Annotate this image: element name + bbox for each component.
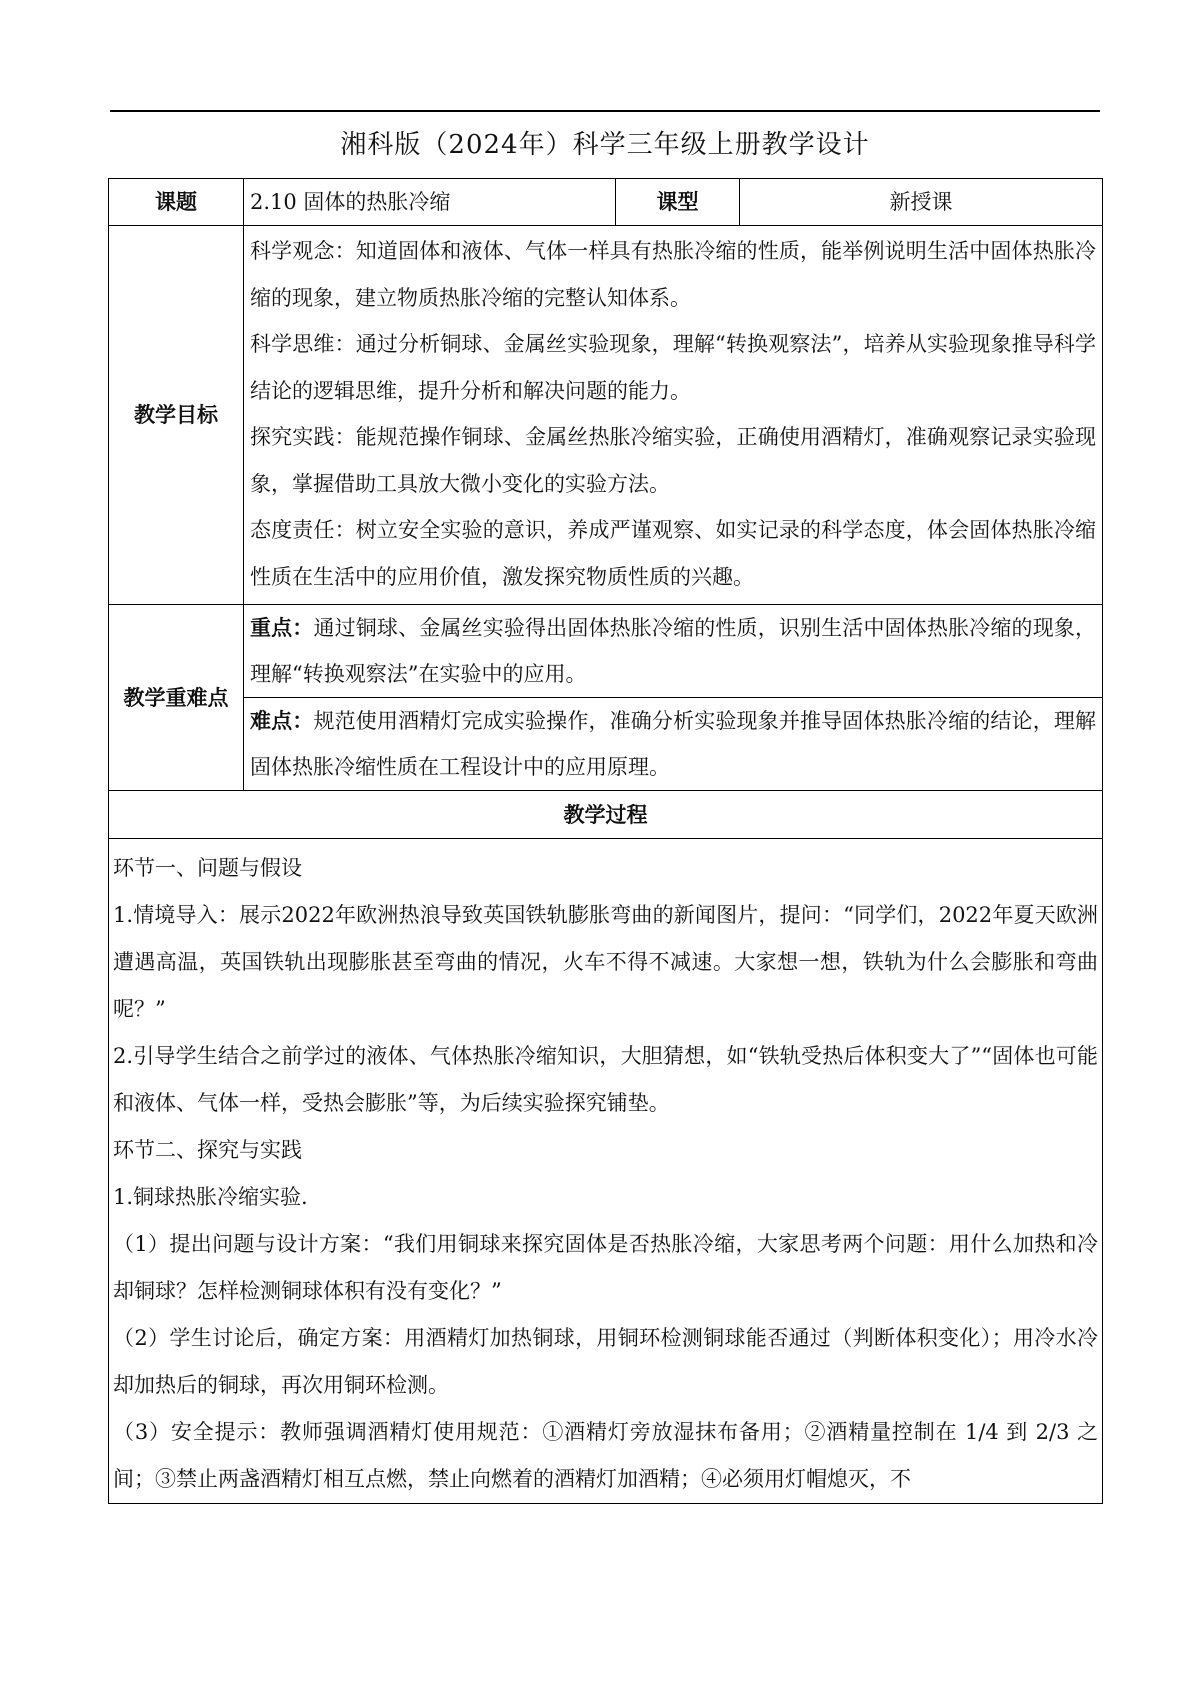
document-title: 湘科版（2024年）科学三年级上册教学设计 xyxy=(340,130,870,160)
safety-paragraph: （3）安全提示：教师强调酒精灯使用规范：①酒精灯旁放湿抹布备用；②酒精量控制在 1/4 到 2/3 之间；③禁止两盏酒精灯相互点燃，禁止向燃着的酒精灯加酒精；④必须用灯帽熄灭，不 xyxy=(113,1420,1098,1491)
lesson-plan-table xyxy=(108,178,1103,1504)
type-label: 课型 xyxy=(616,179,740,226)
question-design-paragraph: （1）提出问题与设计方案：“我们用铜球来探究固体是否热胀冷缩，大家思考两个问题：用什么加热和冷却铜球？怎样检测铜球体积有没有变化？” xyxy=(113,1232,1098,1303)
key-point-row xyxy=(109,605,1103,698)
header-rule xyxy=(110,110,1100,112)
objectives-row xyxy=(109,226,1103,605)
objectives-cell xyxy=(244,226,1103,605)
key-point-cell xyxy=(244,605,1103,698)
difficulty-row xyxy=(109,698,1103,791)
objective-concept: 科学观念：知道固体和液体、气体一样具有热胀冷缩的性质，能举例说明生活中固体热胀冷缩的现象，建立物质热胀冷缩的完整认知体系。 xyxy=(250,239,1096,310)
objectives-label: 教学目标 xyxy=(109,226,244,605)
focus-label: 重点： xyxy=(250,616,314,640)
difficulty-label: 难点： xyxy=(250,709,314,733)
process-heading-row xyxy=(109,791,1103,839)
type-value: 新授课 xyxy=(740,179,1103,226)
info-row xyxy=(109,179,1103,226)
process-body xyxy=(109,839,1103,1504)
difficulty-cell xyxy=(244,698,1103,791)
process-body-row xyxy=(109,839,1103,1504)
objective-thinking: 科学思维：通过分析铜球、金属丝实验现象，理解“转换观察法”，培养从实验现象推导科学结论的逻辑思维，提升分析和解决问题的能力。 xyxy=(250,332,1096,403)
stage-one-heading: 环节一、问题与假设 xyxy=(113,856,302,880)
objective-attitude: 态度责任：树立安全实验的意识，养成严谨观察、如实记录的科学态度，体会固体热胀冷缩性质在生活中的应用价值，激发探究物质性质的兴趣。 xyxy=(250,518,1096,589)
plan-paragraph: （2）学生讨论后，确定方案：用酒精灯加热铜球，用铜环检测铜球能否通过（判断体积变化）；用冷水冷却加热后的铜球，再次用铜环检测。 xyxy=(113,1326,1098,1397)
difficulty-text: 规范使用酒精灯完成实验操作，准确分析实验现象并推导固体热胀冷缩的结论，理解固体热胀冷缩性质在工程设计中的应用原理。 xyxy=(250,709,1097,779)
hypothesis-paragraph: 2.引导学生结合之前学过的液体、气体热胀冷缩知识，大胆猜想，如“铁轨受热后体积变大了”“固体也可能和液体、气体一样，受热会膨胀”等，为后续实验探究铺垫。 xyxy=(113,1044,1098,1115)
process-heading: 教学过程 xyxy=(109,791,1103,839)
focus-text: 通过铜球、金属丝实验得出固体热胀冷缩的性质，识别生活中固体热胀冷缩的现象，理解“转换观察法”在实验中的应用。 xyxy=(250,616,1097,686)
topic-label: 课题 xyxy=(109,179,244,226)
objective-practice: 探究实践：能规范操作铜球、金属丝热胀冷缩实验，正确使用酒精灯，准确观察记录实验现象，掌握借助工具放大微小变化的实验方法。 xyxy=(250,425,1096,496)
stage-two-heading: 环节二、探究与实践 xyxy=(113,1138,302,1162)
copper-ball-experiment-heading: 1.铜球热胀冷缩实验. xyxy=(113,1185,308,1209)
situation-intro-paragraph: 1.情境导入：展示2022年欧洲热浪导致英国铁轨膨胀弯曲的新闻图片，提问：“同学们，2022年夏天欧洲遭遇高温，英国铁轨出现膨胀甚至弯曲的情况，火车不得不减速。大家想一想，铁轨为什么会膨胀和弯曲呢？” xyxy=(113,903,1098,1021)
topic-value: 2.10 固体的热胀冷缩 xyxy=(244,179,616,226)
key-points-label: 教学重难点 xyxy=(109,605,244,791)
